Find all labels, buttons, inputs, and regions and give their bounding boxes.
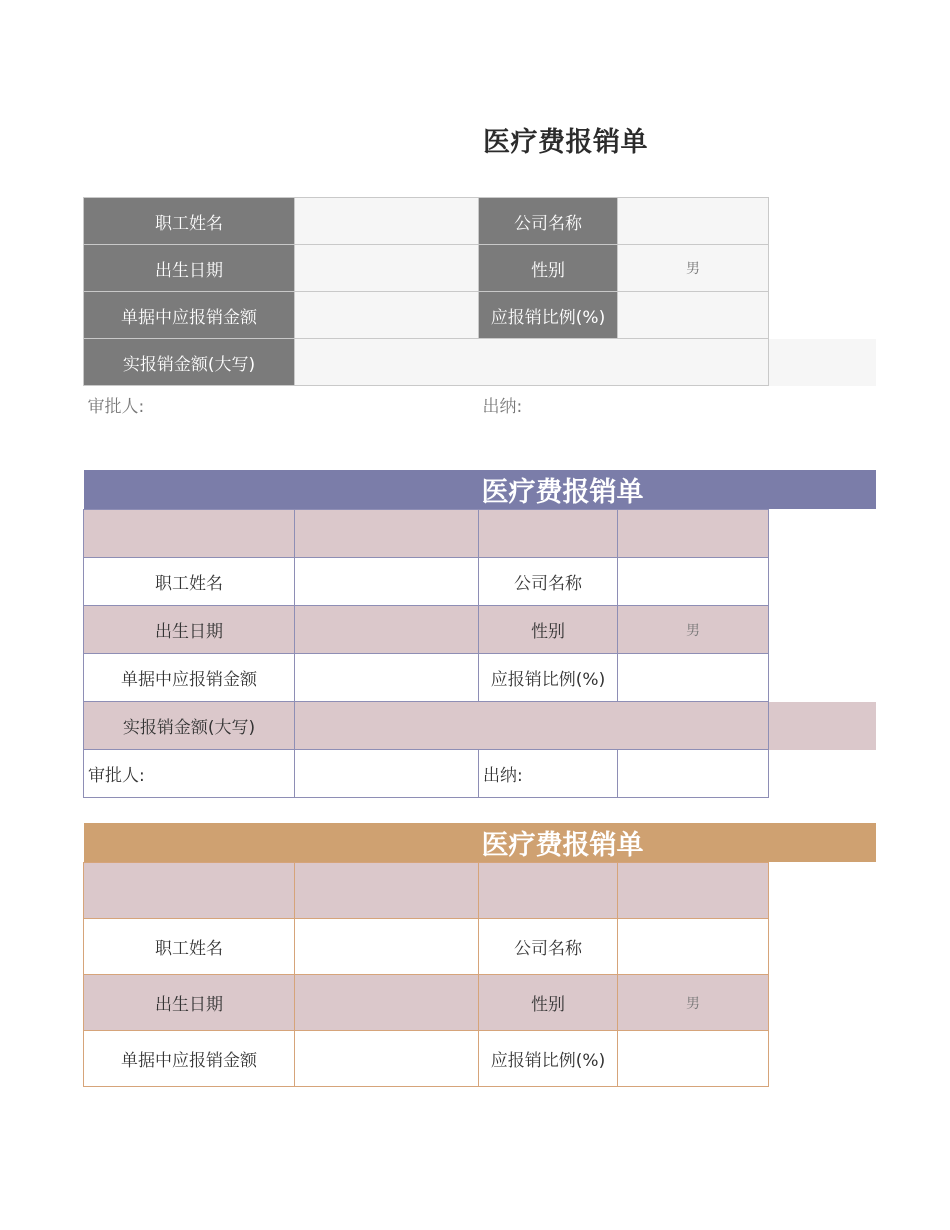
- form1-row-birth: [84, 245, 876, 292]
- form1-actual-amount-overflow: [769, 339, 876, 386]
- form1-receipt-amount-field[interactable]: [295, 292, 479, 339]
- form2-blank-cell: [618, 510, 769, 558]
- form2-company-name-label: 公司名称: [479, 558, 618, 606]
- form3-title-row: [84, 823, 876, 863]
- form2-receipt-amount-field[interactable]: [295, 654, 479, 702]
- form2-approver-field[interactable]: [295, 750, 479, 798]
- form3-ratio-label: 应报销比例(%): [479, 1031, 618, 1087]
- form2-actual-amount-label: 实报销金额(大写): [84, 702, 295, 750]
- form3-spacer: [769, 1031, 876, 1087]
- form3-spacer: [769, 863, 876, 919]
- form2-row-blank: [84, 510, 876, 558]
- form1-ratio-field[interactable]: [618, 292, 769, 339]
- form1-birth-date-field[interactable]: [295, 245, 479, 292]
- form3-blank-cell: [84, 863, 295, 919]
- form3-receipt-amount-field[interactable]: [295, 1031, 479, 1087]
- form3-company-name-field[interactable]: [618, 919, 769, 975]
- form2-row-birth: [84, 606, 876, 654]
- form3-table: [83, 823, 876, 1087]
- form2-approver-label: 审批人:: [84, 750, 295, 798]
- form3-birth-date-field[interactable]: [295, 975, 479, 1031]
- form3-title: 医疗费报销单: [479, 823, 876, 863]
- form2-spacer: [769, 750, 876, 798]
- form1-approver-label: 审批人:: [84, 386, 479, 423]
- form1-actual-amount-label: 实报销金额(大写): [84, 339, 295, 386]
- form3-row-amount: [84, 1031, 876, 1087]
- form1-spacer: [769, 292, 876, 339]
- form2-title: 医疗费报销单: [479, 470, 876, 510]
- form3-row-blank: [84, 863, 876, 919]
- form1-gender-field[interactable]: 男: [618, 245, 769, 292]
- form1-row-signatures: [84, 386, 876, 423]
- form1-company-name-label: 公司名称: [479, 198, 618, 245]
- form2-row-signatures: [84, 750, 876, 798]
- form2-blank-cell: [84, 510, 295, 558]
- form2-spacer: [769, 558, 876, 606]
- form3-blank-cell: [618, 863, 769, 919]
- form2-company-name-field[interactable]: [618, 558, 769, 606]
- form1-cashier-label: 出纳:: [479, 386, 876, 423]
- form3-title-band: [84, 823, 479, 863]
- form2-title-row: [84, 470, 876, 510]
- form3-gender-label: 性别: [479, 975, 618, 1031]
- form1-row-actual: [84, 339, 876, 386]
- form2-spacer: [769, 606, 876, 654]
- form2-gender-field[interactable]: 男: [618, 606, 769, 654]
- form3-birth-date-label: 出生日期: [84, 975, 295, 1031]
- form2-birth-date-label: 出生日期: [84, 606, 295, 654]
- form2-cashier-field[interactable]: [618, 750, 769, 798]
- form3-gender-field[interactable]: 男: [618, 975, 769, 1031]
- form1-employee-name-field[interactable]: [295, 198, 479, 245]
- form3-spacer: [769, 975, 876, 1031]
- form3-employee-name-label: 职工姓名: [84, 919, 295, 975]
- form1-ratio-label: 应报销比例(%): [479, 292, 618, 339]
- form2-cashier-label: 出纳:: [479, 750, 618, 798]
- form2-title-band: [84, 470, 479, 510]
- form3-employee-name-field[interactable]: [295, 919, 479, 975]
- form3-row-birth: [84, 975, 876, 1031]
- form2-blank-cell: [295, 510, 479, 558]
- form2-employee-name-field[interactable]: [295, 558, 479, 606]
- form1-actual-amount-field[interactable]: [295, 339, 769, 386]
- form2-ratio-field[interactable]: [618, 654, 769, 702]
- form1-gender-label: 性别: [479, 245, 618, 292]
- form1-row-name: [84, 198, 876, 245]
- form2-actual-amount-overflow: [769, 702, 876, 750]
- form1-title: 医疗费报销单: [483, 127, 648, 158]
- form2-employee-name-label: 职工姓名: [84, 558, 295, 606]
- form1-receipt-amount-label: 单据中应报销金额: [84, 292, 295, 339]
- form2-row-actual: [84, 702, 876, 750]
- form3-blank-cell: [295, 863, 479, 919]
- form2-blank-cell: [479, 510, 618, 558]
- form3-receipt-amount-label: 单据中应报销金额: [84, 1031, 295, 1087]
- form3-company-name-label: 公司名称: [479, 919, 618, 975]
- form1-spacer: [769, 198, 876, 245]
- form3-row-name: [84, 919, 876, 975]
- form1-company-name-field[interactable]: [618, 198, 769, 245]
- form2-birth-date-field[interactable]: [295, 606, 479, 654]
- form3-spacer: [769, 919, 876, 975]
- form2-spacer: [769, 654, 876, 702]
- form1-table: [83, 197, 876, 422]
- form1-spacer: [769, 245, 876, 292]
- form1-row-amount: [84, 292, 876, 339]
- form2-actual-amount-field[interactable]: [295, 702, 769, 750]
- form2-row-name: [84, 558, 876, 606]
- form1-birth-date-label: 出生日期: [84, 245, 295, 292]
- form2-row-amount: [84, 654, 876, 702]
- form2-spacer: [769, 510, 876, 558]
- form2-gender-label: 性别: [479, 606, 618, 654]
- form1-employee-name-label: 职工姓名: [84, 198, 295, 245]
- form2-receipt-amount-label: 单据中应报销金额: [84, 654, 295, 702]
- form3-ratio-field[interactable]: [618, 1031, 769, 1087]
- form2-ratio-label: 应报销比例(%): [479, 654, 618, 702]
- form3-blank-cell: [479, 863, 618, 919]
- form2-table: [83, 470, 876, 798]
